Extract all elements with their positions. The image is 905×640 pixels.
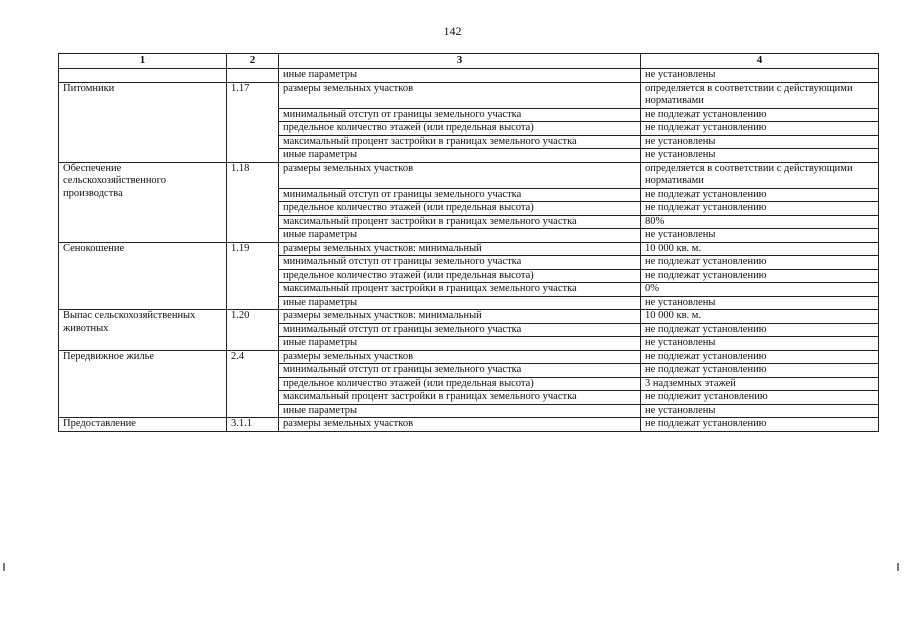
param-name-cell: максимальный процент застройки в границах земельного участка [279, 391, 641, 405]
param-name-cell: минимальный отступ от границы земельного участка [279, 364, 641, 378]
param-name-cell: предельное количество этажей (или предельная высота) [279, 202, 641, 216]
param-value-cell: 0% [641, 283, 879, 297]
param-name-cell: минимальный отступ от границы земельного участка [279, 323, 641, 337]
param-name-cell: иные параметры [279, 296, 641, 310]
param-name-cell: предельное количество этажей (или предельная высота) [279, 377, 641, 391]
param-value-cell: не подлежат установлению [641, 202, 879, 216]
param-name-cell: предельное количество этажей (или предельная высота) [279, 269, 641, 283]
param-value-cell: не установлены [641, 149, 879, 163]
param-value-cell: не подлежат установлению [641, 256, 879, 270]
param-name-cell: размеры земельных участков: минимальный [279, 242, 641, 256]
param-name-cell: предельное количество этажей (или предельная высота) [279, 122, 641, 136]
param-value-cell: не подлежат установлению [641, 364, 879, 378]
use-name-cell: Сенокошение [59, 242, 227, 310]
param-name-cell: размеры земельных участков [279, 418, 641, 432]
param-value-cell: 80% [641, 215, 879, 229]
param-value-cell: 10 000 кв. м. [641, 310, 879, 324]
param-value-cell: не подлежат установлению [641, 188, 879, 202]
table-header-row [59, 54, 879, 69]
table-row [59, 82, 879, 108]
use-name-cell: Питомники [59, 82, 227, 162]
use-name-cell: Предоставление [59, 418, 227, 432]
param-name-cell: размеры земельных участков [279, 82, 641, 108]
param-name-cell: размеры земельных участков: минимальный [279, 310, 641, 324]
table-row [59, 350, 879, 364]
param-name-cell: минимальный отступ от границы земельного участка [279, 108, 641, 122]
table-row [59, 69, 879, 83]
table-row [59, 242, 879, 256]
param-name-cell: иные параметры [279, 69, 641, 83]
use-name-cell: Передвижное жилье [59, 350, 227, 418]
column-header: 3 [279, 54, 641, 69]
param-name-cell: максимальный процент застройки в границах земельного участка [279, 283, 641, 297]
param-value-cell: не подлежат установлению [641, 418, 879, 432]
param-value-cell: не подлежат установлению [641, 108, 879, 122]
param-name-cell: максимальный процент застройки в границах земельного участка [279, 215, 641, 229]
use-name-cell: Выпас сельскохозяйственных животных [59, 310, 227, 351]
param-name-cell: иные параметры [279, 337, 641, 351]
use-name-cell [59, 69, 227, 83]
column-header: 2 [227, 54, 279, 69]
table-row [59, 310, 879, 324]
param-value-cell: не подлежат установлению [641, 323, 879, 337]
param-name-cell: размеры земельных участков [279, 162, 641, 188]
param-name-cell: минимальный отступ от границы земельного участка [279, 188, 641, 202]
column-header: 1 [59, 54, 227, 69]
param-value-cell: не подлежат установлению [641, 350, 879, 364]
use-name-cell: Обеспечение сельскохозяйственного производства [59, 162, 227, 242]
use-code-cell: 3.1.1 [227, 418, 279, 432]
use-code-cell: 1.20 [227, 310, 279, 351]
param-name-cell: иные параметры [279, 229, 641, 243]
param-value-cell: не подлежит установлению [641, 391, 879, 405]
param-value-cell: определяется в соответствии с действующими нормативами [641, 162, 879, 188]
use-code-cell: 1.19 [227, 242, 279, 310]
param-name-cell: максимальный процент застройки в границах земельного участка [279, 135, 641, 149]
use-code-cell: 1.17 [227, 82, 279, 162]
param-value-cell: не установлены [641, 69, 879, 83]
param-value-cell: не установлены [641, 296, 879, 310]
regulations-table [58, 53, 879, 432]
param-value-cell: 10 000 кв. м. [641, 242, 879, 256]
param-value-cell: не установлены [641, 337, 879, 351]
use-code-cell [227, 69, 279, 83]
param-name-cell: иные параметры [279, 404, 641, 418]
param-name-cell: иные параметры [279, 149, 641, 163]
param-value-cell: не подлежат установлению [641, 122, 879, 136]
right-margin-mark [897, 563, 899, 571]
table-row [59, 418, 879, 432]
use-code-cell: 2.4 [227, 350, 279, 418]
left-margin-mark [3, 563, 5, 571]
page-number: 142 [443, 24, 462, 38]
column-header: 4 [641, 54, 879, 69]
param-name-cell: размеры земельных участков [279, 350, 641, 364]
param-value-cell: не установлены [641, 404, 879, 418]
param-value-cell: не установлены [641, 229, 879, 243]
table-row [59, 162, 879, 188]
param-value-cell: не установлены [641, 135, 879, 149]
param-name-cell: минимальный отступ от границы земельного участка [279, 256, 641, 270]
use-code-cell: 1.18 [227, 162, 279, 242]
param-value-cell: не подлежат установлению [641, 269, 879, 283]
param-value-cell: 3 надземных этажей [641, 377, 879, 391]
param-value-cell: определяется в соответствии с действующими нормативами [641, 82, 879, 108]
